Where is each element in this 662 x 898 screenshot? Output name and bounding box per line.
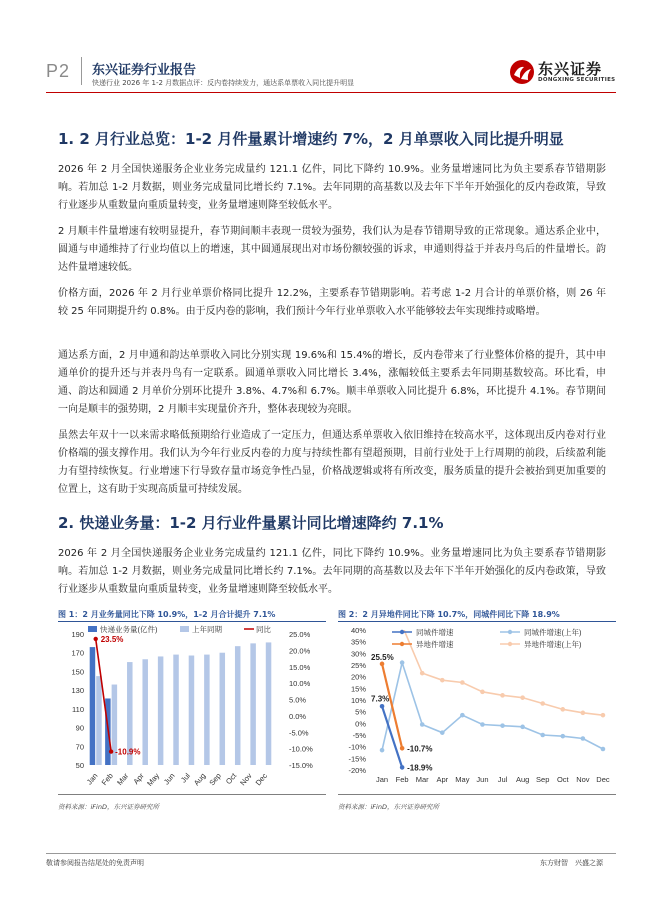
line-intercity-yoy-last-year-point [601, 713, 606, 718]
line-local-yoy-last-year-point [460, 713, 465, 718]
line-local-yoy-last-year-point [400, 660, 405, 665]
company-logo [508, 58, 618, 90]
y-tick-label: -20% [348, 766, 366, 775]
bar-current [90, 647, 96, 765]
y-tick-label: 30% [350, 649, 366, 659]
figure1-source: 资料来源：iFinD，东兴证券研究所 [58, 803, 159, 811]
line-local-yoy-point [380, 704, 385, 709]
legend-swatch [88, 626, 97, 632]
page-header [0, 0, 662, 100]
line-intercity-yoy-last-year-point [400, 623, 405, 628]
logo-mark-icon [508, 58, 536, 86]
x-tick-label: Sep [207, 771, 223, 788]
y-left-tick-label: 50 [75, 761, 84, 770]
y-right-tick-label: 0.0% [289, 711, 307, 721]
x-tick-label: Sep [536, 775, 550, 784]
line-local-yoy-last-year-point [601, 747, 606, 752]
bar-last-year [235, 646, 241, 765]
section1-paragraph-1: 2026 年 2 月全国快递服务企业业务完成量约 121.1 亿件，同比下降约 10.9%。业务量增速同比为负主要系春节错期影响。若加总 1-2 月数据，则业务完成量同比增长约 7.1%。去年同期的高基数以及去年下半年开始强化的反内卷政策，导致行业逐步从重数量向重质量转变，业务量增速则降至较低水平。 [58, 164, 606, 211]
line-intercity-yoy-last-year-point [500, 693, 505, 698]
line-intercity-yoy-last-year-point [420, 671, 425, 676]
line-intercity-yoy-last-year-point [540, 701, 545, 706]
line-local-yoy-last-year-point [520, 725, 525, 730]
y-right-tick-label: 5.0% [289, 695, 307, 705]
y-tick-label: 15% [350, 684, 366, 694]
line-intercity-yoy-last-year-group [400, 623, 605, 717]
x-tick-label: Jan [375, 775, 389, 784]
y-right-tick-label: -10.0% [289, 744, 313, 754]
x-tick-label: Oct [223, 771, 239, 787]
y-right-tick-label: -5.0% [289, 728, 309, 738]
bar-last-year [266, 642, 272, 765]
legend-marker [508, 630, 512, 634]
bar-last-year [142, 659, 148, 765]
data-label: -10.7% [407, 744, 433, 754]
section2-paragraph: 2026 年 2 月全国快递服务企业业务完成量约 121.1 亿件，同比下降约 10.9%。业务量增速同比为负主要系春节错期影响。若加总 1-2 月数据，则业务完成量同比增长约 7.1%。去年同期的高基数以及去年下半年开始强化的反内卷政策，导致行业逐步从重数量向重质量转变，业务量增速则降至较低水平。 [58, 548, 606, 595]
line-intercity-yoy-last-year [402, 625, 603, 715]
legend-label: 上年同期 [192, 625, 222, 634]
data-label: 7.3% [371, 694, 390, 704]
legend-label: 同城件增速(上年) [524, 628, 582, 637]
x-tick-label: Apr [131, 771, 146, 787]
x-tick-label: Dec [253, 771, 270, 788]
line-intercity-yoy-last-year-point [480, 690, 485, 695]
data-label: -18.9% [407, 763, 433, 773]
y-right-tick-label: 20.0% [289, 646, 311, 656]
x-tick-label: Apr [436, 775, 449, 784]
line-local-yoy-last-year-point [500, 723, 505, 728]
x-tick-label: Jul [497, 775, 508, 784]
x-tick-label: Oct [556, 775, 569, 784]
line-local-yoy-last-year-point [380, 748, 385, 753]
data-label: 23.5% [100, 634, 124, 644]
x-tick-label: Aug [515, 775, 530, 784]
bar-last-year [173, 655, 179, 765]
x-tick-label: Jun [161, 771, 177, 787]
logo-name: 东兴证券 [538, 60, 603, 78]
logo-english-name: DONGXING SECURITIES [538, 77, 616, 83]
y-tick-label: -5% [352, 731, 366, 740]
y-tick-label: -15% [348, 754, 366, 764]
line-local-yoy-last-year [382, 663, 603, 754]
y-tick-label: -10% [348, 742, 366, 752]
bar-last-year [204, 655, 210, 765]
data-label: -10.9% [115, 747, 141, 757]
x-tick-label: May [145, 771, 162, 788]
figure2-bottom-rule [338, 794, 616, 795]
page-number: P2 [46, 61, 71, 81]
section2-title: 2. 快递业务量：1-2 月行业件量累计同比增速降约 7.1% [58, 514, 444, 532]
legend-label: 异地件增速(上年) [524, 640, 582, 649]
line-intercity-yoy-point [380, 662, 385, 667]
figure1-title: 图 1：2 月业务量同比下降 10.9%，1-2 月合计提升 7.1% [58, 610, 276, 619]
line-local-yoy-last-year-point [581, 736, 586, 741]
x-tick-label: Jun [476, 775, 489, 784]
line-local-yoy-last-year-point [440, 730, 445, 735]
legend-label: 同比 [256, 625, 271, 634]
line-intercity-yoy-last-year-point [440, 678, 445, 683]
y-left-tick-label: 150 [71, 667, 84, 677]
line-intercity-yoy-last-year-point [581, 711, 586, 716]
y-left-tick-label: 70 [75, 742, 84, 752]
line-local-yoy-last-year-point [420, 722, 425, 727]
bar-last-year [250, 643, 256, 765]
figure1-bottom-rule [58, 794, 326, 795]
x-tick-label: Nov [238, 771, 254, 788]
x-tick-label: May [455, 775, 470, 784]
line-local-yoy-last-year-point [540, 733, 545, 738]
y-right-tick-label: -15.0% [289, 761, 313, 770]
bar-last-year [96, 676, 102, 765]
y-tick-label: 40% [350, 626, 366, 635]
x-tick-label: Nov [576, 775, 590, 784]
section1-paragraph-3: 价格方面，2026 年 2 月行业单票价格同比提升 12.2%，主要系春节错期影响。若考虑 1-2 月合计的单票价格，则 26 年较 25 年同期提升约 0.8%。由于反内卷的影响，我们预计今年行业单票收入水平能够较去年实现维持或略增。 [58, 288, 606, 317]
report-subtitle: 快递行业 2026 年 1-2 月数据点评：反内卷持续发力，通达系单票收入同比提升明显 [92, 79, 355, 87]
legend-label: 异地件增速 [416, 640, 454, 649]
section1-paragraph-5: 虽然去年双十一以来需求略低预期给行业造成了一定压力，但通达系单票收入依旧维持在较高水平，这体现出反内卷对行业价格端的强支撑作用。我们认为今年行业反内卷的力度与持续性都有望超预期，目前行业处于上行周期的前段，后续盈利能力有望持续恢复。行业增速下行导致存量市场竞争性凸显，价格战逻辑或将有所改变，服务质量的提升会被抬到更加重要的位置上，这有助于实现高质量可持续发展。 [58, 430, 606, 495]
y-right-tick-label: 25.0% [289, 630, 311, 639]
y-right-tick-label: 10.0% [289, 679, 311, 689]
bar-last-year [189, 656, 195, 765]
y-tick-label: 10% [350, 696, 366, 705]
x-tick-label: Jul [178, 771, 192, 785]
line-intercity-yoy-last-year-point [520, 695, 525, 700]
header-divider [81, 57, 82, 85]
y-right-tick-label: 15.0% [289, 662, 311, 672]
line-local-yoy-point [400, 765, 405, 770]
legend-marker [400, 642, 404, 646]
y-tick-label: 25% [350, 661, 366, 670]
legend-marker [400, 630, 404, 634]
line-local-yoy-group [380, 704, 405, 770]
section1-title: 1. 2 月行业总览：1-2 月件量累计增速约 7%，2 月单票收入同比提升明显 [58, 130, 564, 148]
y-left-tick-label: 110 [72, 704, 84, 714]
footer-disclaimer: 敬请参阅报告结尾处的免责声明 [46, 859, 144, 867]
y-tick-label: 0% [355, 719, 366, 729]
section1-paragraph-4: 通达系方面，2 月申通和韵达单票收入同比分别实现 19.6%和 15.4%的增长，反内卷带来了行业整体价格的提升，其中申通单价的提升还与并表丹鸟有一定联系。圆通单票收入同比增长 3.4%，涨幅较低主要系去年同期基数较高。环比看，申通、韵达和圆通 2 月单价分别环比提升 3.8%、4.7%和 6.7%。顺丰单票收入同比提升 6.8%，环比提升 4.1%。春节期间一向是顺丰的强势期，2 月顺丰实现量价齐升，整体表现较为亮眼。 [58, 350, 606, 415]
header-rule [46, 92, 616, 93]
y-left-tick-label: 90 [75, 723, 84, 733]
bar-last-year [158, 656, 164, 765]
bar-last-year [220, 653, 226, 765]
x-tick-label: Mar [115, 771, 131, 788]
x-tick-label: Aug [191, 771, 208, 788]
legend-swatch [180, 626, 189, 632]
line-local-yoy-last-year-group [380, 660, 606, 752]
legend-label: 快递业务量(亿件) [100, 625, 158, 634]
report-title: 东兴证券行业报告 [92, 63, 197, 78]
x-tick-label: Feb [395, 775, 409, 784]
figure1-chart [58, 622, 328, 790]
footer-slogan: 东方财智 兴盛之源 [540, 859, 603, 867]
figure2-chart [338, 622, 618, 790]
y-left-tick-label: 190 [71, 630, 84, 639]
x-tick-label: Dec [596, 775, 610, 784]
line-intercity-yoy-point [400, 746, 405, 751]
y-tick-label: 35% [350, 637, 366, 647]
line-intercity-yoy-last-year-point [560, 707, 565, 712]
section1-paragraph-2: 2 月顺丰件量增速有较明显提升，春节期间顺丰表现一贯较为强势，我们认为是春节错期导致的正常现象。通达系企业中，圆通与申通维持了行业均值以上的增速，其中圆通展现出对市场份额较强的诉求，申通则得益于并表丹鸟后的件量增长。韵达件量增速较低。 [58, 226, 606, 273]
figure2-source: 资料来源：iFinD，东兴证券研究所 [338, 803, 439, 811]
figure2-title: 图 2：2 月异地件同比下降 10.7%，同城件同比下降 18.9% [338, 610, 560, 619]
line-local-yoy-last-year-point [560, 734, 565, 739]
legend-marker [508, 642, 512, 646]
data-label: 25.5% [371, 652, 394, 662]
y-tick-label: 20% [350, 672, 366, 682]
yoy-point [109, 749, 113, 753]
footer-rule [46, 853, 616, 854]
x-tick-label: Feb [99, 771, 115, 788]
y-tick-label: 5% [355, 707, 366, 717]
line-intercity-yoy-last-year-point [460, 680, 465, 685]
x-tick-label: Jan [84, 771, 100, 787]
y-left-tick-label: 170 [71, 648, 84, 658]
yoy-point [94, 637, 98, 641]
legend-label: 同城件增速 [416, 628, 454, 637]
y-left-tick-label: 130 [71, 686, 84, 696]
line-local-yoy-last-year-point [480, 722, 485, 727]
x-tick-label: Mar [415, 775, 429, 784]
